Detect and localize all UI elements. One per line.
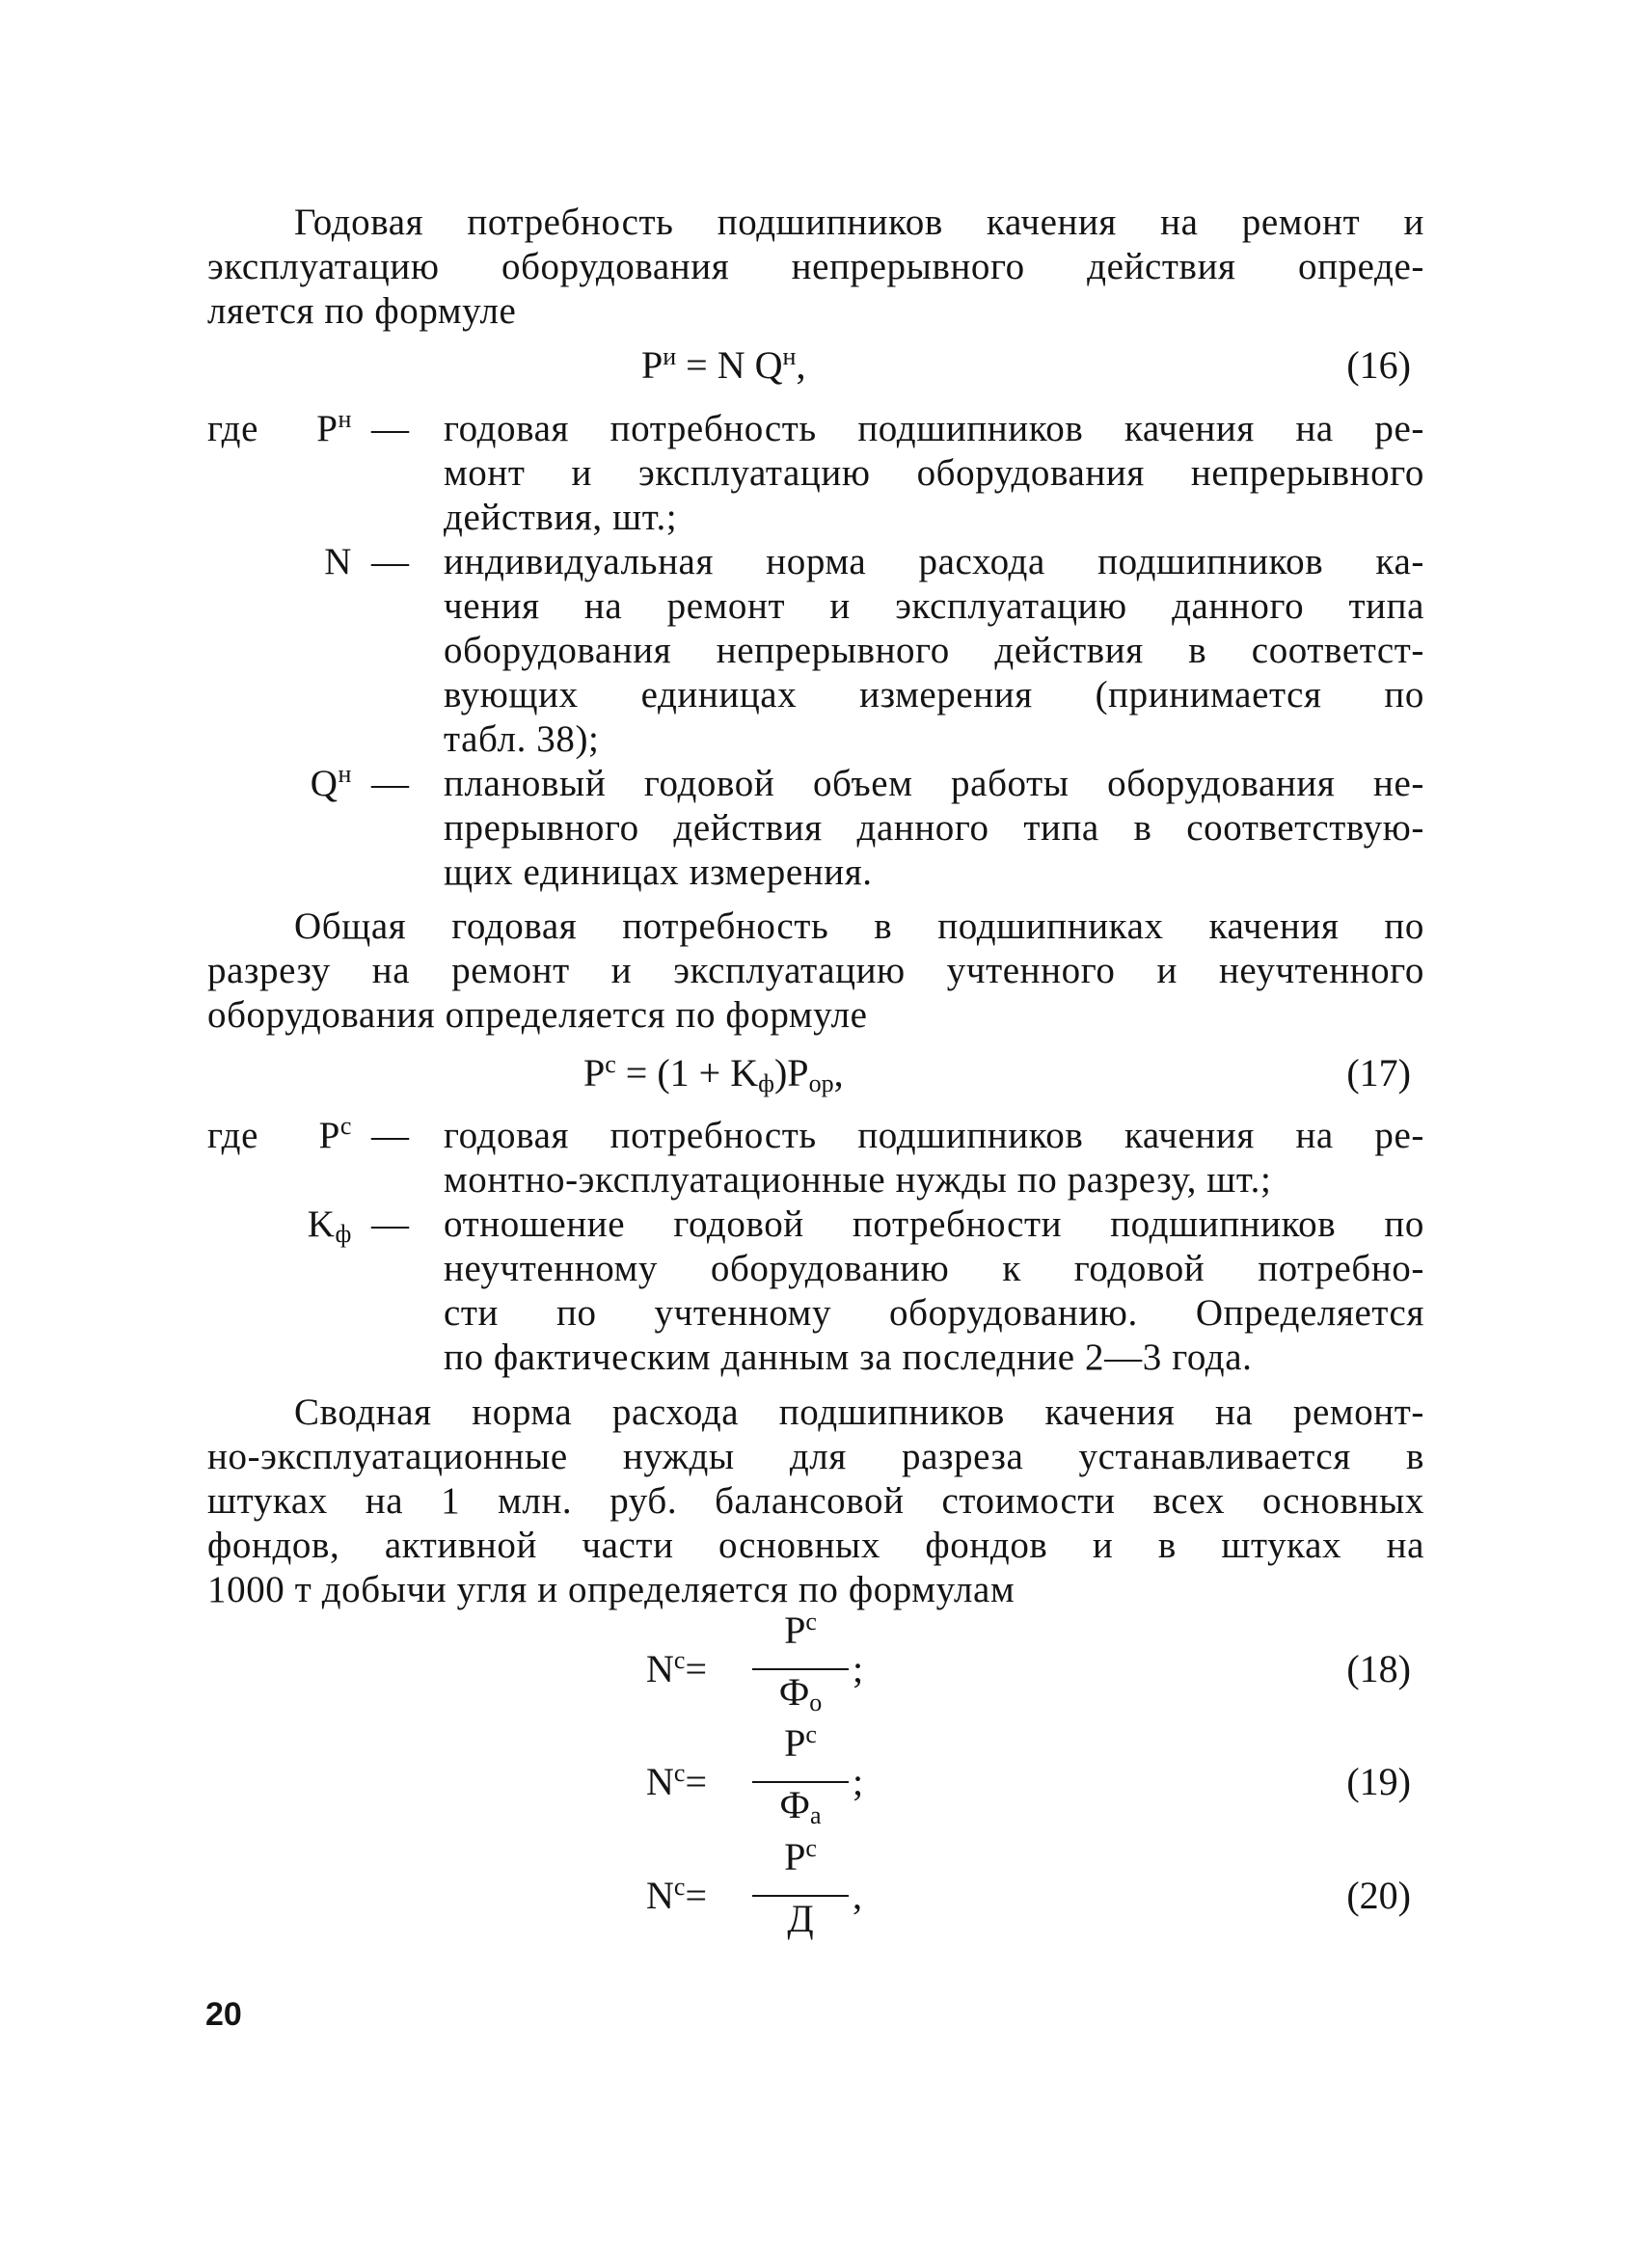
definition-symbol: $P^с$: [318, 1112, 352, 1156]
paragraph-line: но-эксплуатационные нужды для разреза устанавливается в: [207, 1436, 1424, 1477]
definition-symbol: N: [324, 541, 352, 582]
equation-number-20: (20): [1346, 1874, 1411, 1917]
where-label: где: [207, 408, 259, 449]
paragraph-2: [207, 905, 1424, 1038]
equation-number-19: (19): [1346, 1760, 1411, 1803]
definition-text: годовая потребность подшипников качения на ре- монтно-эксплуатационные нужды по разрезу, шт.;: [444, 1115, 1424, 1201]
definition-symbol: $P^н$: [316, 405, 352, 449]
definition-text: отношение годовой потребности подшипников по неучтенному оборудованию к годовой потребно- сти по учтенному оборудованию. Определяется по фактическим данным за последние 2—3 года.: [444, 1203, 1424, 1378]
paragraph-line: разрезу на ремонт и эксплуатацию учтенного и неучтенного: [207, 950, 1424, 991]
definition-symbol: $K_ф$: [307, 1203, 352, 1248]
definition-dash: —: [371, 1115, 410, 1156]
formula-16: $P^и = N$ $Q^н$,: [641, 342, 806, 387]
page-number: 20: [205, 1996, 242, 2033]
definition-text: годовая потребность подшипников качения на ре- монт и эксплуатацию оборудования непрерывного действия, шт.;: [444, 408, 1424, 538]
definition-dash: —: [371, 541, 410, 582]
definition-symbol: $Q^н$: [310, 760, 352, 804]
fraction-numerator: $P^с$: [784, 1720, 817, 1765]
formula-lhs: $N^с=$: [646, 1646, 707, 1690]
fraction-numerator: $P^с$: [784, 1834, 817, 1878]
definition-dash: —: [371, 408, 410, 449]
formula-19: $N^с=$ $P^с$ $Ф_а$ ;: [646, 1720, 864, 1829]
paragraph-line: оборудования определяется по формуле: [207, 994, 868, 1036]
fraction-denominator: $Ф_а$: [779, 1783, 822, 1829]
definition-block-2: [207, 1114, 1424, 1393]
paragraph-line: 1000 т добычи угля и определяется по формулам: [207, 1569, 1016, 1610]
paragraph-1: [207, 201, 1424, 334]
definition-text: плановый годовой объем работы оборудования не- прерывного действия данного типа в соответствую- щих единицах измерения.: [444, 763, 1424, 893]
paragraph-line: Сводная норма расхода подшипников качения на ремонт-: [294, 1392, 1424, 1433]
paragraph-line: Годовая потребность подшипников качения на ремонт и: [294, 202, 1424, 243]
definition-text: индивидуальная норма расхода подшипников ка- чения на ремонт и эксплуатацию данного типа оборудования непрерывного действия в соответст- вующих единицах измерения (принимается по табл. 38);: [444, 541, 1424, 760]
formula-18: $N^с=$ $P^с$ $Ф_о$ ;: [646, 1608, 864, 1716]
definition-block-1: [207, 405, 1424, 893]
paragraph-line: ляется по формуле: [207, 290, 517, 332]
paragraph-line: штуках на 1 млн. руб. балансовой стоимости всех основных: [207, 1480, 1424, 1522]
formula-lhs: $N^с=$: [646, 1759, 707, 1803]
equation-number-18: (18): [1346, 1647, 1411, 1690]
fraction-denominator: $Ф_о$: [778, 1670, 823, 1716]
paragraph-line: Общая годовая потребность в подшипниках качения по: [294, 905, 1424, 947]
paragraph-3: [207, 1391, 1424, 1612]
formula-17: $P^с = (1 + K_ф)P_{ор}$,: [583, 1050, 844, 1097]
definition-dash: —: [371, 1203, 410, 1245]
paragraph-line: фондов, активной части основных фондов и в штуках на: [207, 1525, 1424, 1566]
equation-number-17: (17): [1346, 1051, 1411, 1094]
formula-lhs: $N^с=$: [646, 1873, 707, 1917]
equation-number-16: (16): [1346, 343, 1411, 387]
fraction-numerator: $P^с$: [784, 1608, 817, 1652]
formula-20: $N^с=$ $P^с$ Д ,: [646, 1834, 862, 1940]
definition-dash: —: [371, 763, 410, 804]
paragraph-line: эксплуатацию оборудования непрерывного действия опреде-: [207, 246, 1424, 287]
where-label: где: [207, 1115, 259, 1156]
fraction-denominator: Д: [787, 1897, 814, 1940]
